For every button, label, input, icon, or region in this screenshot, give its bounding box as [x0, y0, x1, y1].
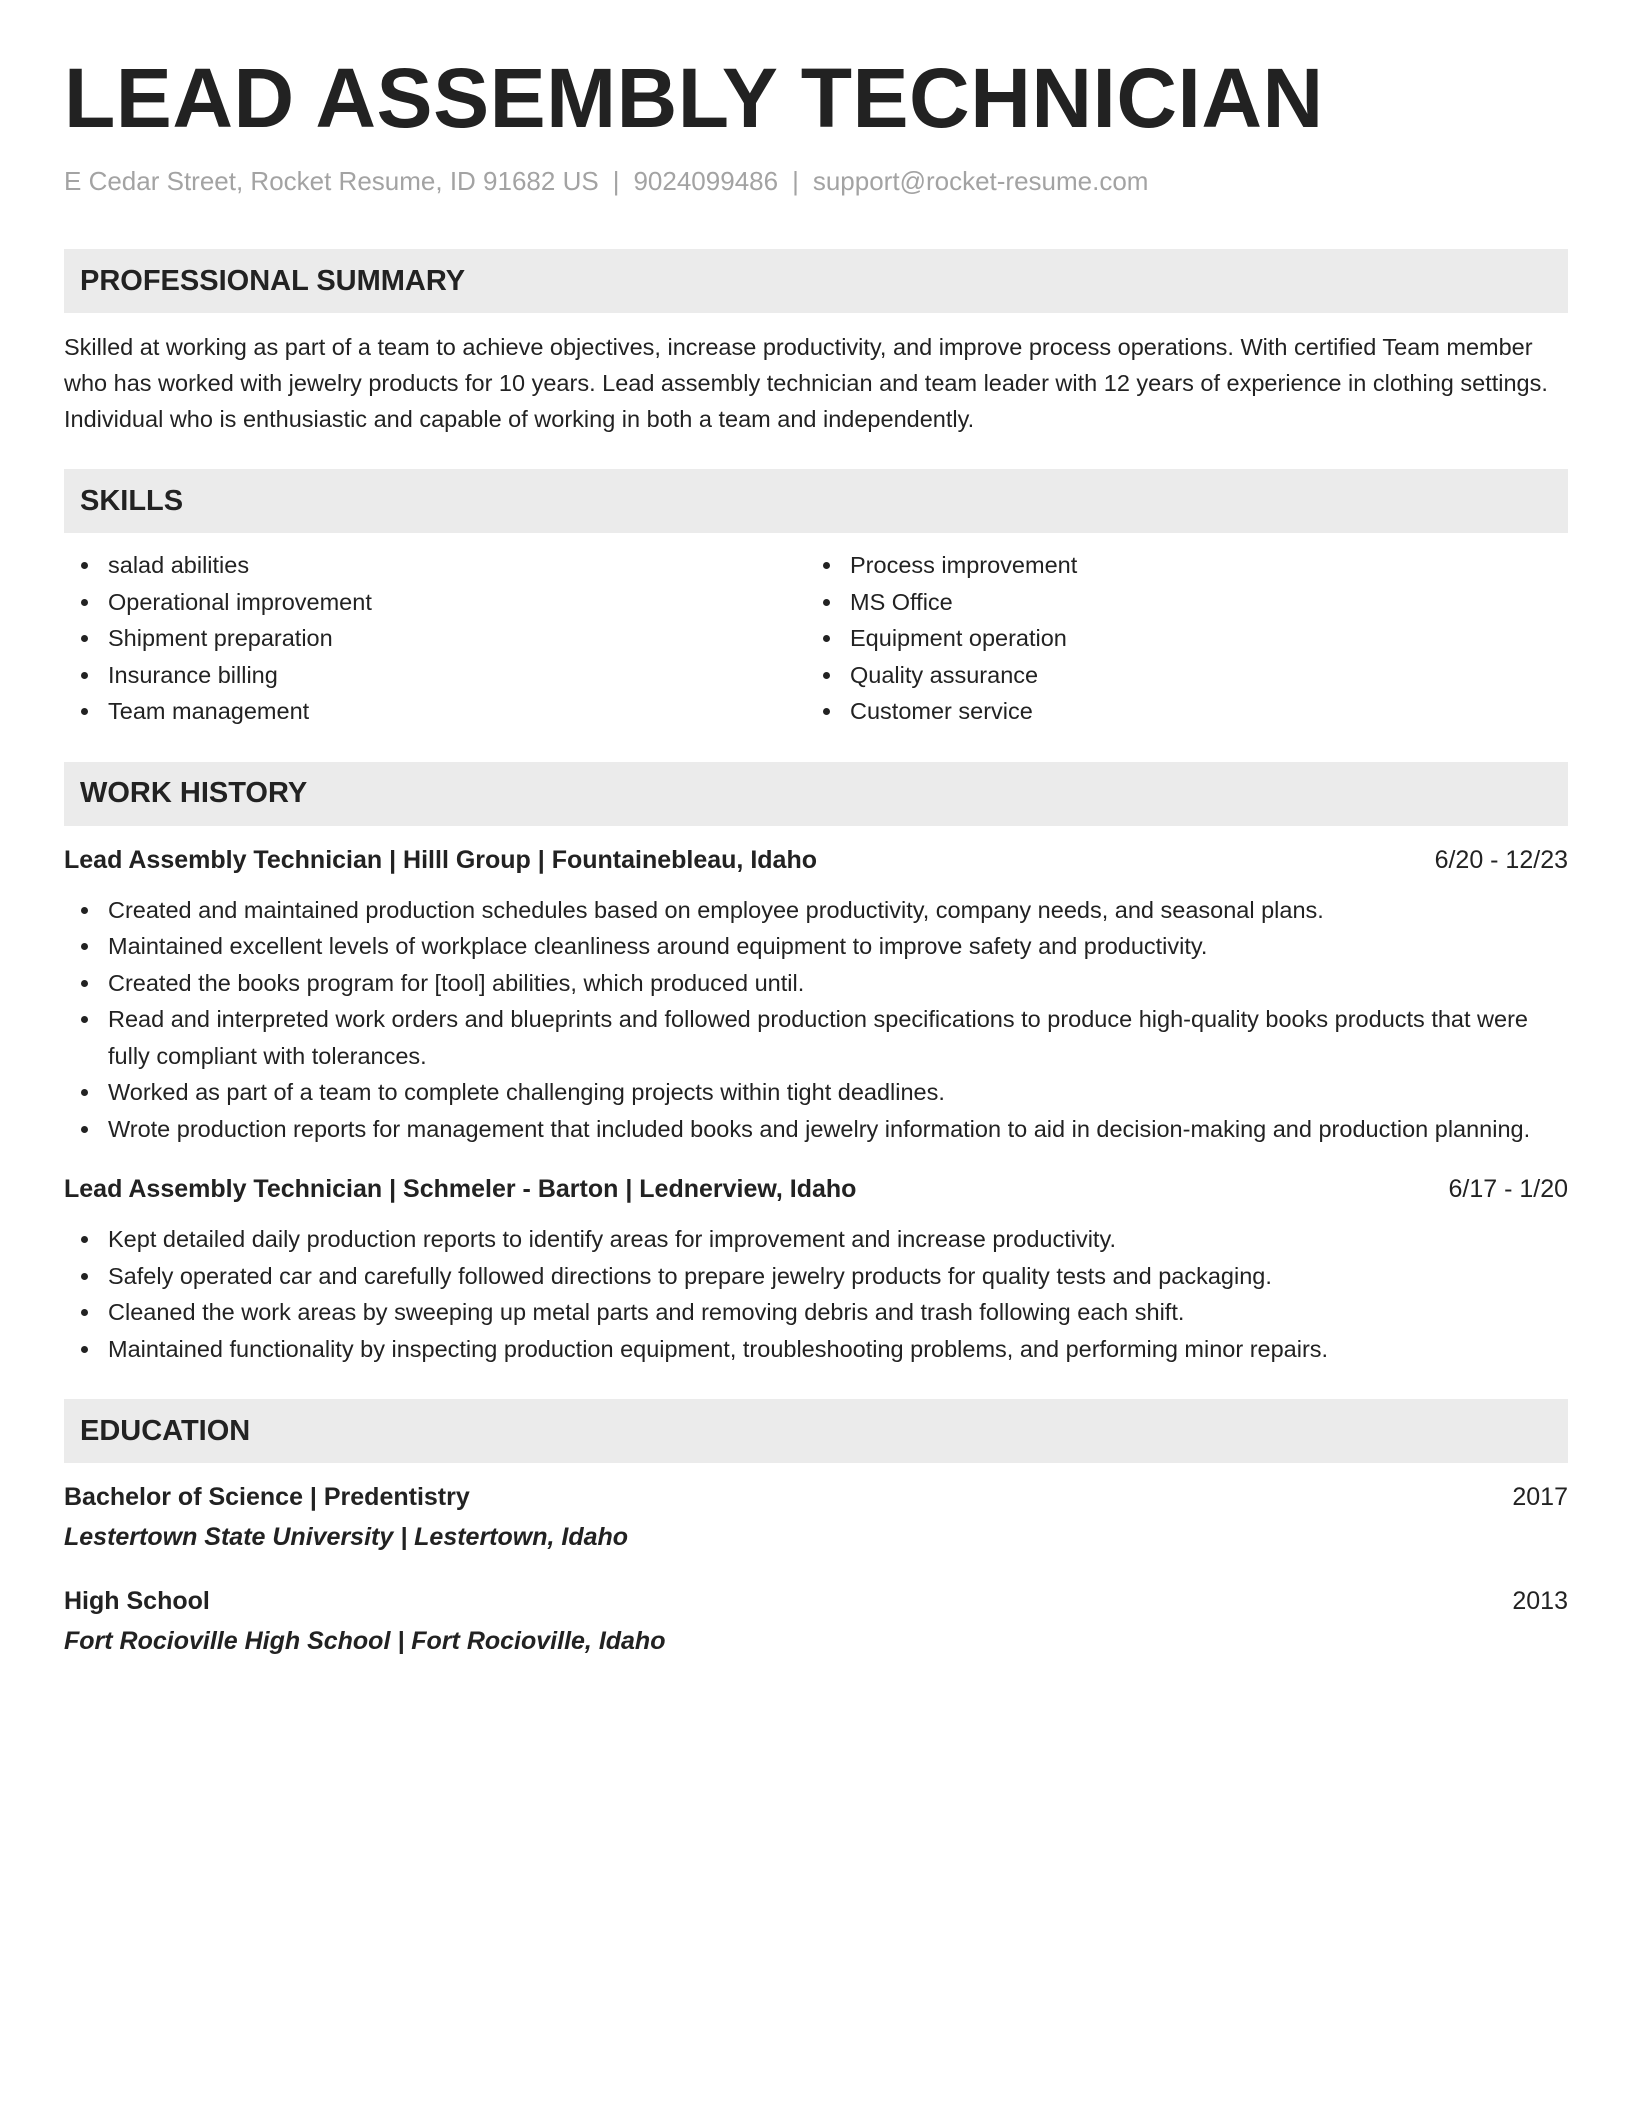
job-bullet: Worked as part of a team to complete challenging projects within tight deadlines.	[64, 1074, 1568, 1111]
education-entry	[64, 1583, 1568, 1659]
skill-item: MS Office	[806, 584, 1548, 621]
contact-phone: 9024099486	[633, 166, 779, 197]
skills-column-left	[64, 547, 806, 730]
contact-line	[64, 166, 1568, 197]
job-bullet: Kept detailed daily production reports to identify areas for improvement and increase productivity.	[64, 1221, 1568, 1258]
job-bullets	[64, 1221, 1568, 1367]
section-heading-summary: PROFESSIONAL SUMMARY	[64, 249, 1568, 313]
job-bullet: Maintained functionality by inspecting production equipment, troubleshooting problems, and performing minor repairs.	[64, 1331, 1568, 1368]
job-bullet: Cleaned the work areas by sweeping up metal parts and removing debris and trash following each shift.	[64, 1294, 1568, 1331]
job-title: Lead Assembly Technician | Hilll Group | Fountainebleau, Idaho	[64, 845, 817, 874]
job-title: Lead Assembly Technician | Schmeler - Barton | Lednerview, Idaho	[64, 1175, 857, 1204]
skill-item: Insurance billing	[64, 657, 806, 694]
section-heading-skills: SKILLS	[64, 469, 1568, 533]
education-year: 2017	[1512, 1483, 1568, 1512]
skill-item: Process improvement	[806, 547, 1548, 584]
skill-item: Customer service	[806, 693, 1548, 730]
summary-text: Skilled at working as part of a team to achieve objectives, increase productivity, and improve process operations. With certified Team member who has worked with jewelry products for 10 years. Lead assembly technician and team leader with 12 years of experience in clothing settings. Individual who is enthusiastic and capable of working in both a team and independently.	[64, 334, 1548, 433]
education-header	[64, 1479, 1568, 1515]
skill-item: Quality assurance	[806, 657, 1548, 694]
education-header	[64, 1583, 1568, 1619]
education-entry	[64, 1479, 1568, 1555]
job-bullet: Safely operated car and carefully followed directions to prepare jewelry products for quality tests and packaging.	[64, 1258, 1568, 1295]
job-bullet: Maintained excellent levels of workplace cleanliness around equipment to improve safety and productivity.	[64, 928, 1568, 965]
section-heading-education: EDUCATION	[64, 1399, 1568, 1463]
job-bullet: Created and maintained production schedules based on employee productivity, company needs, and seasonal plans.	[64, 892, 1568, 929]
job-bullets	[64, 892, 1568, 1148]
skills-list	[64, 547, 1568, 730]
skill-item: Shipment preparation	[64, 620, 806, 657]
education-school: Fort Rocioville High School | Fort Rocioville, Idaho	[64, 1627, 666, 1656]
skill-item: salad abilities	[64, 547, 806, 584]
job-bullet: Wrote production reports for management that included books and jewelry information to aid in decision-making and production planning.	[64, 1111, 1568, 1148]
job-bullet: Created the books program for [tool] abilities, which produced until.	[64, 965, 1568, 1002]
contact-separator: |	[792, 166, 799, 197]
education-school: Lestertown State University | Lestertown, Idaho	[64, 1523, 629, 1552]
skills-column-right	[806, 547, 1548, 730]
job-header	[64, 1171, 1568, 1207]
job-bullet: Read and interpreted work orders and blueprints and followed production specifications to produce high-quality books products that were fully compliant with tolerances.	[64, 1001, 1568, 1074]
job-dates: 6/20 - 12/23	[1434, 845, 1568, 874]
skill-item: Operational improvement	[64, 584, 806, 621]
education-degree: High School	[64, 1587, 210, 1616]
resume-name-title: LEAD ASSEMBLY TECHNICIAN	[64, 51, 1324, 145]
education-year: 2013	[1512, 1587, 1568, 1616]
contact-email: support@rocket-resume.com	[812, 166, 1149, 197]
section-heading-work-history: WORK HISTORY	[64, 762, 1568, 826]
contact-address: E Cedar Street, Rocket Resume, ID 91682 US	[64, 166, 599, 197]
job-dates: 6/17 - 1/20	[1448, 1175, 1568, 1204]
skill-item: Team management	[64, 693, 806, 730]
contact-separator: |	[612, 166, 620, 197]
skill-item: Equipment operation	[806, 620, 1548, 657]
job-entry	[64, 1171, 1568, 1367]
job-entry	[64, 842, 1568, 1148]
education-degree: Bachelor of Science | Predentistry	[64, 1483, 470, 1512]
job-header	[64, 842, 1568, 878]
